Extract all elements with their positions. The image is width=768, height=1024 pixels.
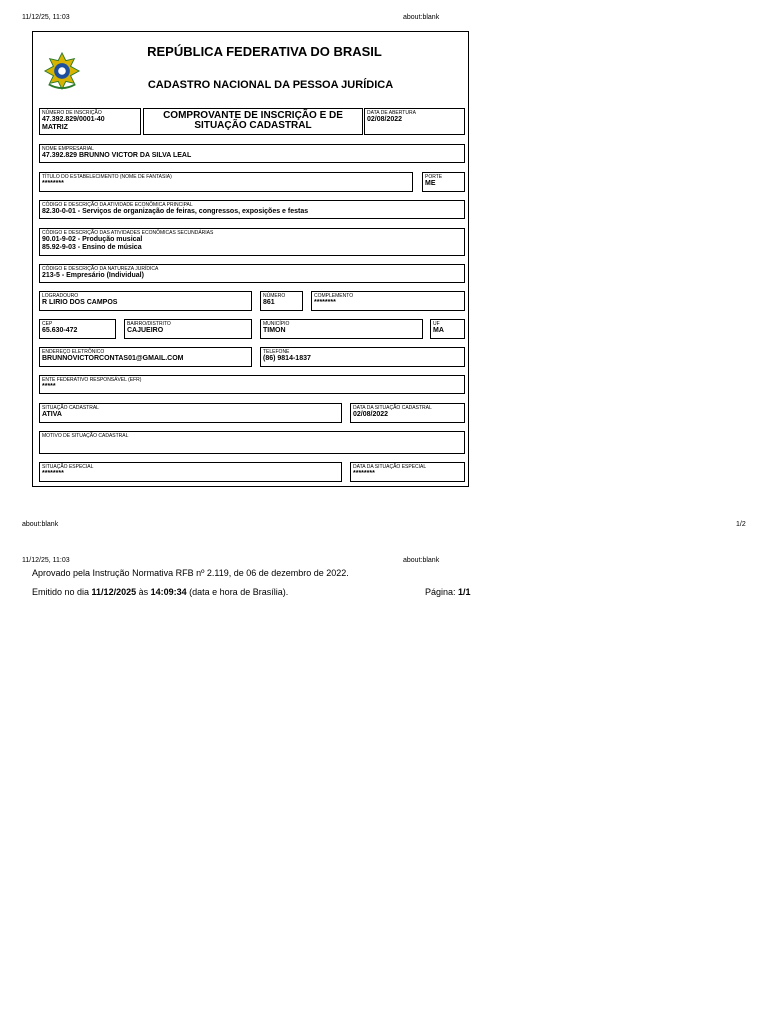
field-motivo: MOTIVO DE SITUAÇÃO CADASTRAL [39,431,465,454]
field-atividade-principal: CÓDIGO E DESCRIÇÃO DA ATIVIDADE ECONÔMICA PRINCIPAL 82.30-0-01 - Serviços de organização de feiras, congressos, exposições e festas [39,200,465,219]
field-email: ENDEREÇO ELETRÔNICO BRUNNOVICTORCONTAS01@GMAIL.COM [39,347,252,367]
field-porte: PORTE ME [422,172,465,192]
field-uf: UF MA [430,319,465,339]
field-bairro: BAIRRO/DISTRITO CAJUEIRO [124,319,252,339]
field-complemento: COMPLEMENTO ******** [311,291,465,311]
field-titulo-estabelecimento: TÍTULO DO ESTABELECIMENTO (NOME DE FANTASIA) ******** [39,172,413,192]
emission-note: Emitido no dia 11/12/2025 às 14:09:34 (data e hora de Brasília). [32,587,289,597]
print-footer-url: about:blank [22,521,59,528]
field-data-situacao-especial: DATA DA SITUAÇÃO ESPECIAL ******** [350,462,465,482]
field-municipio: MUNICÍPIO TIMON [260,319,423,339]
print-header-url-2: about:blank [403,557,440,564]
document-frame [32,31,469,487]
print-header-date: 11/12/25, 11:03 [22,14,70,21]
field-numero-inscricao: NÚMERO DE INSCRIÇÃO 47.392.829/0001-40 MATRIZ [39,108,141,135]
field-logradouro: LOGRADOURO R LIRIO DOS CAMPOS [39,291,252,311]
print-header-date-2: 11/12/25, 11:03 [22,557,70,564]
field-data-abertura: DATA DE ABERTURA 02/08/2022 [364,108,465,135]
field-natureza-juridica: CÓDIGO E DESCRIÇÃO DA NATUREZA JURÍDICA 213-5 - Empresário (Individual) [39,264,465,283]
print-footer-page: 1/2 [736,521,746,528]
field-efr: ENTE FEDERATIVO RESPONSÁVEL (EFR) ***** [39,375,465,394]
field-situacao-especial: SITUAÇÃO ESPECIAL ******** [39,462,342,482]
field-situacao-cadastral: SITUAÇÃO CADASTRAL ATIVA [39,403,342,423]
field-cep: CEP 65.630-472 [39,319,116,339]
document-subtitle: CADASTRO NACIONAL DA PESSOA JURÍDICA [147,79,394,91]
print-header-url: about:blank [403,14,440,21]
field-nome-empresarial: NOME EMPRESARIAL 47.392.829 BRUNNO VICTOR DA SILVA LEAL [39,144,465,163]
field-telefone: TELEFONE (86) 9814-1837 [260,347,465,367]
page-number: Página: 1/1 [425,587,471,597]
field-atividades-secundarias: CÓDIGO E DESCRIÇÃO DAS ATIVIDADES ECONÔMICAS SECUNDÁRIAS 90.01-9-02 - Produção musical 85.92-9-03 - Ensino de música [39,228,465,256]
document-title: REPÚBLICA FEDERATIVA DO BRASIL [147,44,382,59]
approval-note: Aprovado pela Instrução Normativa RFB nº 2.119, de 06 de dezembro de 2022. [32,568,349,578]
field-numero: NÚMERO 861 [260,291,303,311]
field-data-situacao: DATA DA SITUAÇÃO CADASTRAL 02/08/2022 [350,403,465,423]
comprovante-title: COMPROVANTE DE INSCRIÇÃO E DE SITUAÇÃO CADASTRAL [143,108,363,135]
